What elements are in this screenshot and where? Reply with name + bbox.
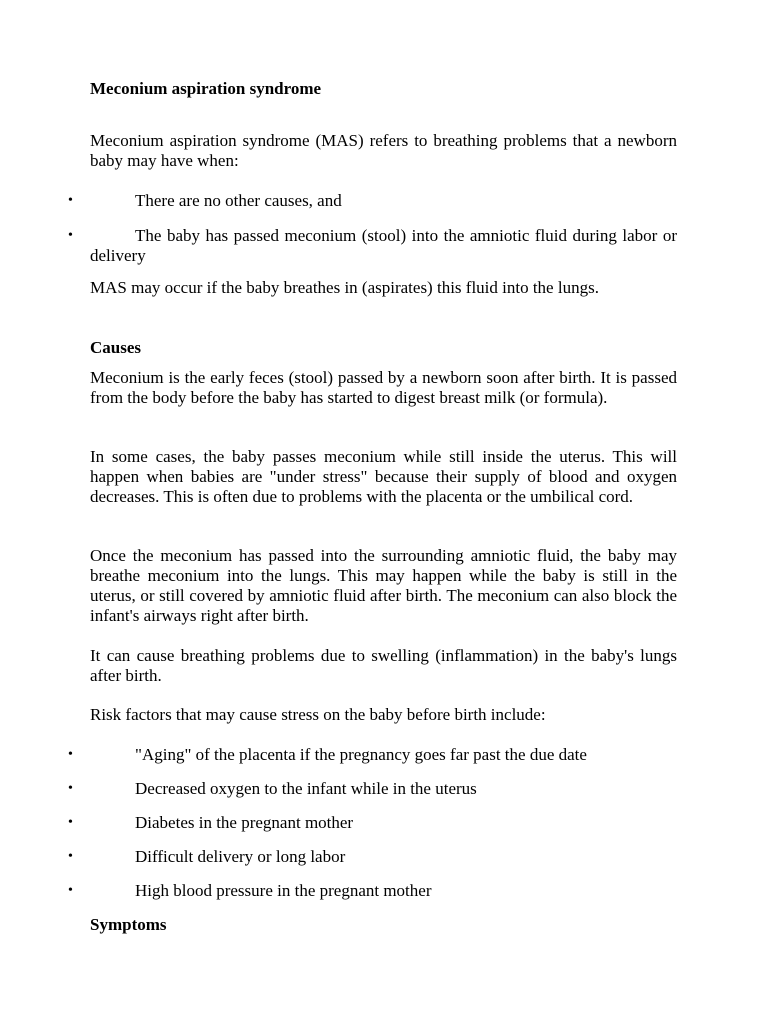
- bullet-icon: •: [68, 781, 73, 796]
- causes-paragraph: Meconium is the early feces (stool) passed by a newborn soon after birth. It is passed from the body before the baby has started to digest breast milk (or formula).: [90, 368, 677, 407]
- bullet-icon: •: [68, 883, 73, 898]
- risk-bullet-item: Decreased oxygen to the infant while in the uterus: [135, 779, 477, 798]
- bullet-icon: •: [68, 228, 73, 243]
- bullet-icon: •: [68, 849, 73, 864]
- risk-bullet-item: High blood pressure in the pregnant mother: [135, 881, 432, 900]
- causes-paragraph: It can cause breathing problems due to swelling (inflammation) in the baby's lungs after birth.: [90, 646, 677, 685]
- intro-bullet-item: The baby has passed meconium (stool) into the amniotic fluid during labor or delivery: [90, 226, 677, 265]
- causes-paragraph: Once the meconium has passed into the surrounding amniotic fluid, the baby may breathe meconium into the lungs. This may happen while the baby is still in the uterus, or still covered by amniotic fluid after birth. The meconium can also block the infant's airways right after birth.: [90, 546, 677, 625]
- causes-paragraph: In some cases, the baby passes meconium while still inside the uterus. This will happen when babies are "under stress" because their supply of blood and oxygen decreases. This is often due to problems with the placenta or the umbilical cord.: [90, 447, 677, 506]
- bullet-icon: •: [68, 815, 73, 830]
- risk-bullet-item: Diabetes in the pregnant mother: [135, 813, 354, 832]
- intro-paragraph: Meconium aspiration syndrome (MAS) refers to breathing problems that a newborn baby may have when:: [90, 131, 677, 170]
- causes-heading: Causes: [90, 338, 142, 357]
- symptoms-heading: Symptoms: [90, 915, 167, 934]
- risk-bullet-item: Difficult delivery or long labor: [135, 847, 346, 866]
- bullet-icon: •: [68, 747, 73, 762]
- risk-intro-paragraph: Risk factors that may cause stress on the baby before birth include:: [90, 705, 546, 724]
- document-title: Meconium aspiration syndrome: [90, 79, 322, 98]
- risk-bullet-item: "Aging" of the placenta if the pregnancy goes far past the due date: [135, 745, 587, 764]
- bullet-icon: •: [68, 193, 73, 208]
- intro-bullet-item: There are no other causes, and: [135, 191, 342, 210]
- mas-paragraph: MAS may occur if the baby breathes in (aspirates) this fluid into the lungs.: [90, 278, 599, 297]
